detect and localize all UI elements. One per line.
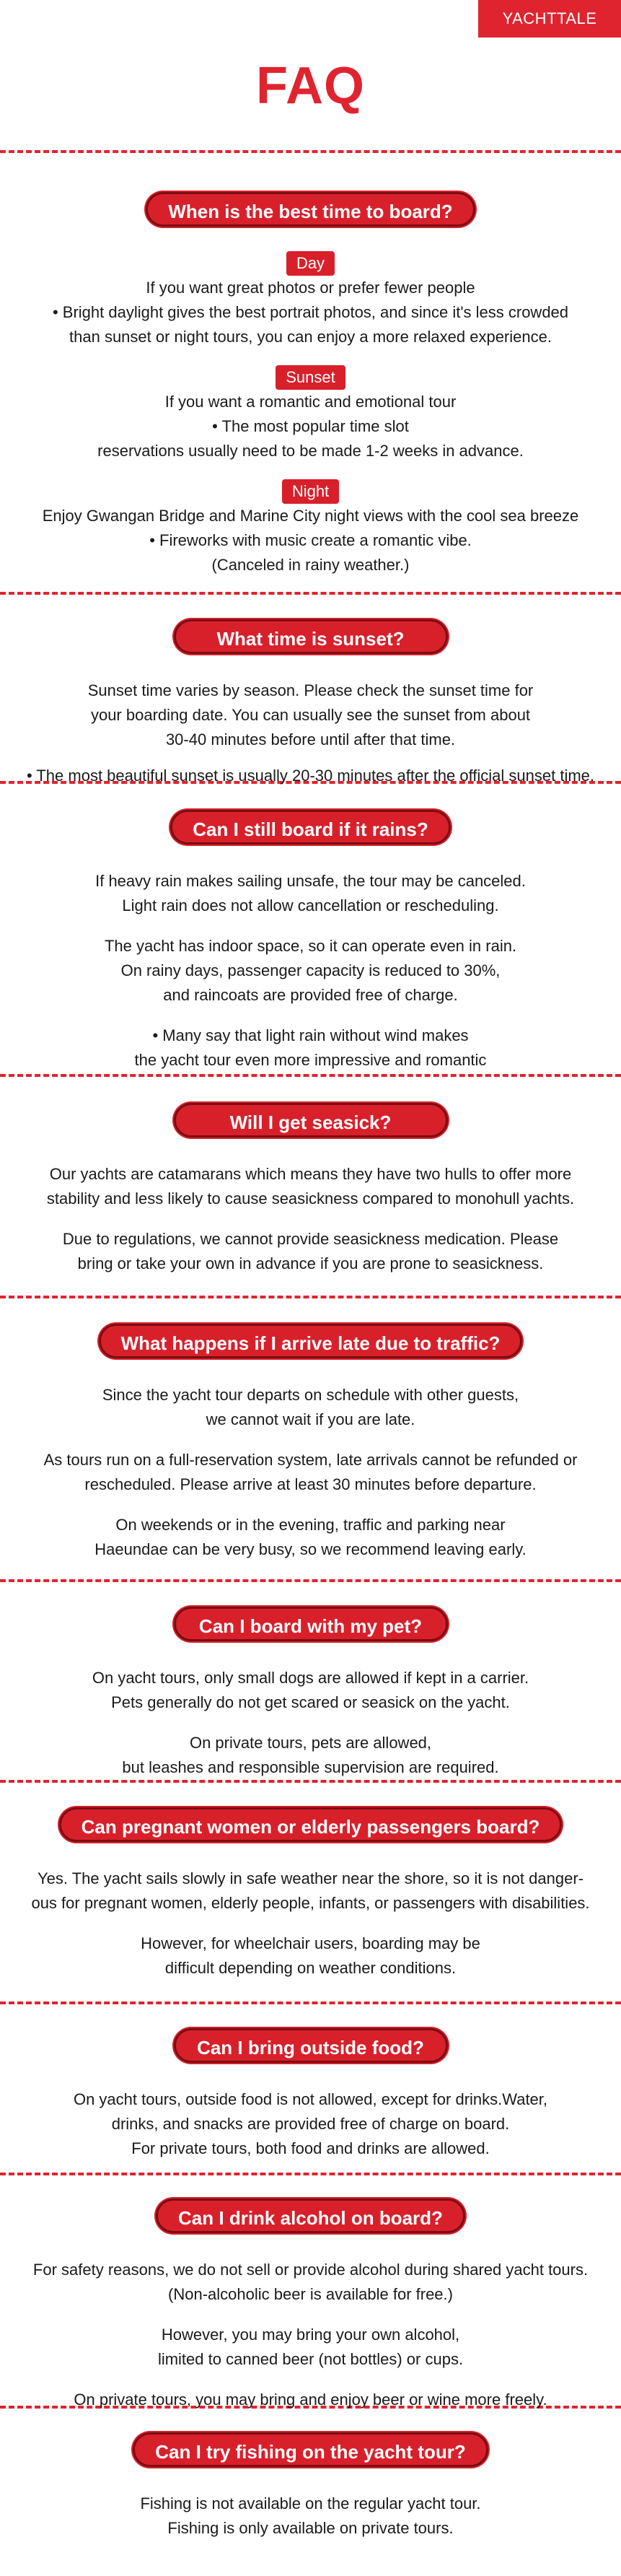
answer-line: but leashes and responsible supervision are required. <box>122 1758 499 1776</box>
brand-tab: YACHTTALE <box>478 0 621 38</box>
answer-line: Due to regulations, we cannot provide seasickness medication. Please <box>62 1230 559 1248</box>
answer-line: Fishing is only available on private tours. <box>167 2519 454 2537</box>
faq-seasick <box>0 1103 621 1276</box>
tag-sunset: Sunset <box>276 365 345 390</box>
answer-line: • The most popular time slot <box>212 417 409 435</box>
faq-pregnant-elderly <box>0 1807 621 1981</box>
answer-line: drinks, and snacks are provided free of charge on board. <box>111 2115 510 2133</box>
answer-line: we cannot wait if you are late. <box>206 1410 415 1428</box>
tag-day: Day <box>286 251 335 276</box>
answer-line: rescheduled. Please arrive at least 30 minutes before departure. <box>84 1475 537 1493</box>
answer-line: Haeundae can be very busy, so we recommend leaving early. <box>94 1540 527 1558</box>
answer-line: The yacht has indoor space, so it can operate even in rain. <box>104 937 517 955</box>
answer-line: Enjoy Gwangan Bridge and Marine City night views with the cool sea breeze <box>42 507 579 525</box>
answer-line: Sunset time varies by season. Please check the sunset time for <box>87 681 534 699</box>
answer-line: bring or take your own in advance if you are prone to seasickness. <box>77 1254 544 1272</box>
answer-line: Our yachts are catamarans which means they have two hulls to offer more <box>49 1165 572 1183</box>
faq-best-time <box>0 192 621 577</box>
faq-question[interactable]: Can I drink alcohol on board? <box>156 2199 465 2233</box>
answer-line: Pets generally do not get scared or seasick on the yacht. <box>111 1693 510 1711</box>
answer-line: However, you may bring your own alcohol, <box>161 2326 460 2344</box>
answer-line: 30-40 minutes before until after that time. <box>165 730 456 748</box>
answer-line: ous for pregnant women, elderly people, infants, or passengers with disabilities. <box>31 1894 590 1912</box>
faq-question[interactable]: What time is sunset? <box>174 619 448 654</box>
answer-line: As tours run on a full-reservation system, late arrivals cannot be refunded or <box>43 1451 578 1469</box>
section-divider <box>0 2173 621 2175</box>
answer-line: Light rain does not allow cancellation or rescheduling. <box>122 896 499 914</box>
answer-line: difficult depending on weather conditions. <box>164 1959 457 1977</box>
answer-line: For safety reasons, we do not sell or provide alcohol during shared yacht tours. <box>32 2261 589 2279</box>
answer-line: If you want a romantic and emotional tour <box>164 393 457 411</box>
answer-line: On private tours, you may bring and enjoy beer or wine more freely. <box>74 2391 547 2409</box>
section-divider <box>0 1296 621 1298</box>
answer-line: the yacht tour even more impressive and romantic <box>134 1051 487 1069</box>
faq-fishing <box>0 2432 621 2541</box>
answer-line: On yacht tours, only small dogs are allowed if kept in a carrier. <box>92 1669 529 1687</box>
tag-night: Night <box>282 479 339 504</box>
answer-line: Fishing is not available on the regular yacht tour. <box>140 2494 481 2512</box>
faq-pet <box>0 1607 621 1780</box>
answer-line: Yes. The yacht sails slowly in safe weather near the shore, so it is not danger- <box>38 1869 583 1887</box>
section-divider <box>0 1780 621 1783</box>
answer-line: • Bright daylight gives the best portrait photos, and since it's less crowded <box>52 303 569 321</box>
faq-question[interactable]: Can I bring outside food? <box>174 2028 448 2063</box>
section-divider <box>0 150 621 153</box>
faq-question[interactable]: Can I still board if it rains? <box>170 810 451 844</box>
faq-question[interactable]: Can pregnant women or elderly passengers board? <box>59 1807 563 1842</box>
answer-line: • Many say that light rain without wind makes <box>152 1026 469 1044</box>
section-divider <box>0 2001 621 2004</box>
faq-question[interactable]: Can I board with my pet? <box>174 1607 448 1641</box>
answer-line: and raincoats are provided free of charge. <box>163 986 458 1004</box>
answer-line: On yacht tours, outside food is not allowed, except for drinks.Water, <box>73 2090 548 2108</box>
answer-line: If heavy rain makes sailing unsafe, the tour may be canceled. <box>95 872 526 890</box>
answer-line: (Canceled in rainy weather.) <box>211 556 410 574</box>
answer-line: • Fireworks with music create a romantic vibe. <box>149 531 472 549</box>
answer-line: (Non-alcoholic beer is available for free.) <box>168 2285 453 2303</box>
answer-line: On weekends or in the evening, traffic and parking near <box>115 1516 506 1534</box>
answer-line: On rainy days, passenger capacity is reduced to 30%, <box>120 961 501 979</box>
faq-question[interactable]: When is the best time to board? <box>146 192 475 227</box>
faq-late-arrival <box>0 1324 621 1562</box>
page-title: FAQ <box>255 57 365 115</box>
faq-question[interactable]: What happens if I arrive late due to traffic? <box>99 1324 523 1358</box>
answer-line: However, for wheelchair users, boarding may be <box>141 1934 480 1952</box>
answer-line: If you want great photos or prefer fewer people <box>146 279 475 297</box>
answer-line: than sunset or night tours, you can enjoy a more relaxed experience. <box>69 328 552 346</box>
answer-line: • The most beautiful sunset is usually 20-30 minutes after the official sunset time. <box>26 767 595 785</box>
answer-line: reservations usually need to be made 1-2 weeks in advance. <box>97 442 524 460</box>
faq-sunset-time <box>0 619 621 788</box>
answer-line: For private tours, both food and drinks are allowed. <box>131 2139 490 2157</box>
answer-line: your boarding date. You can usually see the sunset from about <box>90 706 531 724</box>
section-divider <box>0 1074 621 1077</box>
faq-rain <box>0 810 621 1073</box>
faq-outside-food <box>0 2028 621 2161</box>
faq-alcohol <box>0 2199 621 2412</box>
answer-line: Since the yacht tour departs on schedule with other guests, <box>102 1386 519 1404</box>
section-divider <box>0 1579 621 1582</box>
answer-line: stability and less likely to cause seasickness compared to monohull yachts. <box>46 1189 575 1208</box>
faq-question[interactable]: Will I get seasick? <box>174 1103 448 1138</box>
section-divider <box>0 592 621 595</box>
answer-line: On private tours, pets are allowed, <box>189 1734 432 1752</box>
faq-question[interactable]: Can I try fishing on the yacht tour? <box>133 2432 488 2467</box>
answer-line: limited to canned beer (not bottles) or cups. <box>157 2350 464 2368</box>
